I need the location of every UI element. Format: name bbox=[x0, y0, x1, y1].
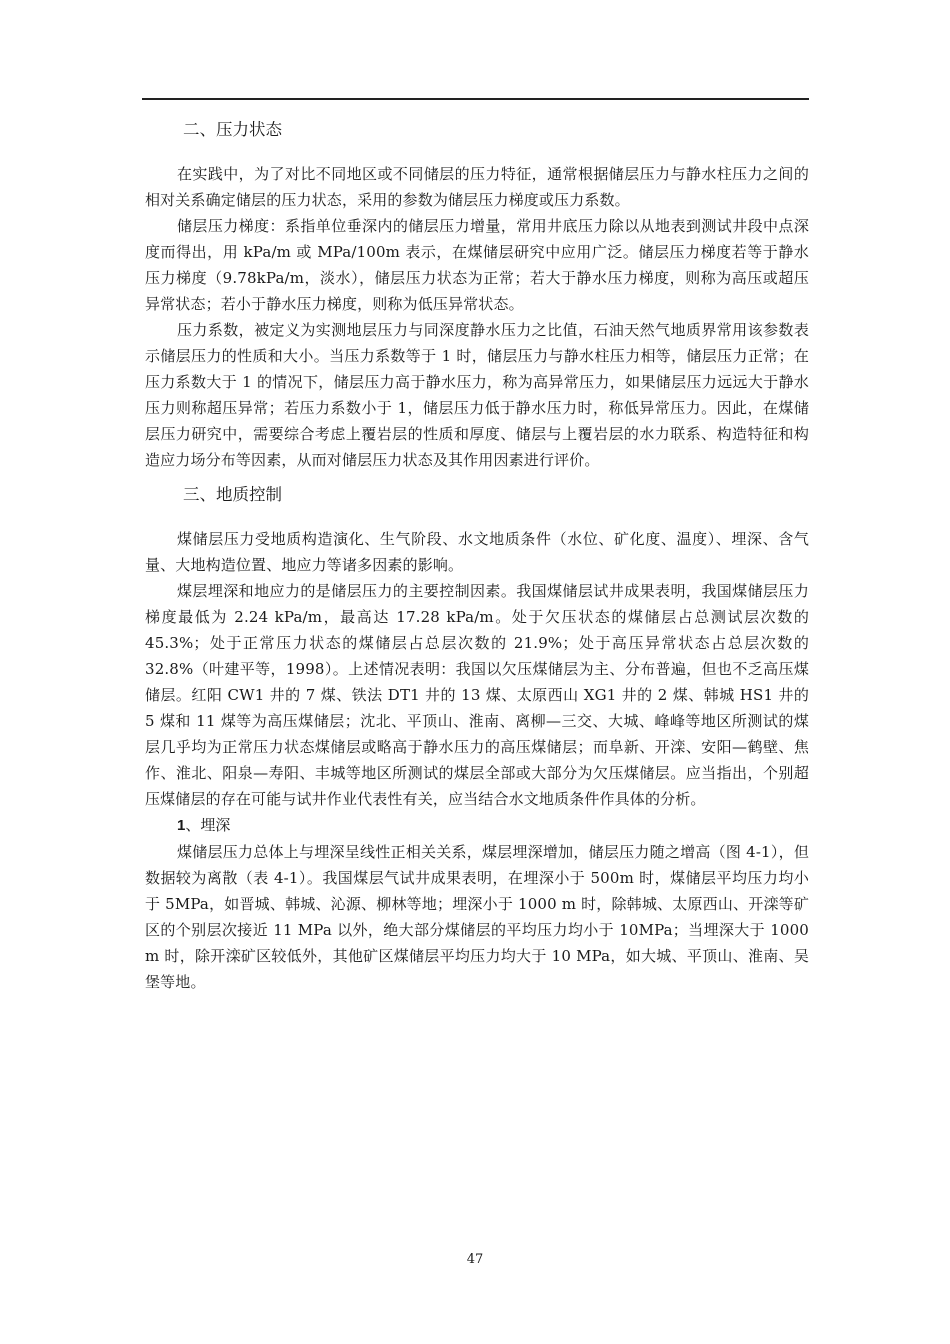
page-number: 47 bbox=[466, 1252, 484, 1267]
page-content bbox=[145, 116, 809, 995]
subsection-number: 1 bbox=[177, 817, 186, 834]
header-rule bbox=[142, 98, 809, 100]
section-heading-pressure-state: 二、压力状态 bbox=[183, 120, 282, 139]
paragraph: 在实践中，为了对比不同地区或不同储层的压力特征，通常根据储层压力与静水柱压力之间的相对关系确定储层的压力状态，采用的参数为储层压力梯度或压力系数。 bbox=[145, 165, 809, 209]
paragraph: 储层压力梯度：系指单位垂深内的储层压力增量，常用井底压力除以从地表到测试井段中点深度而得出，用 kPa/m 或 MPa/100m 表示，在煤储层研究中应用广泛。储层压力梯度若等于静水压力梯度（9.78kPa/m，淡水），储层压力状态为正常；若大于静水压力梯度，则称为高压或超压异常状态；若小于静水压力梯度，则称为低压异常状态。 bbox=[145, 217, 809, 313]
subsection-heading-burial-depth bbox=[145, 812, 809, 839]
subsection-title: 、埋深 bbox=[185, 816, 231, 834]
paragraph: 煤储层压力总体上与埋深呈线性正相关关系，煤层埋深增加，储层压力随之增高（图 4-1），但数据较为离散（表 4-1）。我国煤层气试井成果表明，在埋深小于 500m 时，煤储层平均压力均小于 5MPa，如晋城、韩城、沁源、柳林等地；埋深小于 1000 m 时，除韩城、太原西山、开滦等矿区的个别层次接近 11 MPa 以外，绝大部分煤储层的平均压力均小于 10MPa；当埋深大于 1000 m 时，除开滦矿区较低外，其他矿区煤储层平均压力均大于 10 MPa，如大城、平顶山、淮南、吴堡等地。 bbox=[145, 843, 809, 991]
paragraph: 煤层埋深和地应力的是储层压力的主要控制因素。我国煤储层试井成果表明，我国煤储层压力梯度最低为 2.24 kPa/m，最高达 17.28 kPa/m。处于欠压状态的煤储层占总测试层次数的 45.3%；处于正常压力状态的煤储层占总层次数的 21.9%；处于高压异常状态占总层次数的 32.8%（叶建平等，1998）。上述情况表明：我国以欠压煤储层为主、分布普遍，但也不乏高压煤储层。红阳 CW1 井的 7 煤、铁法 DT1 井的 13 煤、太原西山 XG1 井的 2 煤、韩城 HS1 井的 5 煤和 11 煤等为高压煤储层；沈北、平顶山、淮南、离柳—三交、大城、峰峰等地区所测试的煤层几乎均为正常压力状态煤储层或略高于静水压力的高压煤储层；而阜新、开滦、安阳—鹤壁、焦作、淮北、阳泉—寿阳、丰城等地区所测试的煤层全部或大部分为欠压煤储层。应当指出，个别超压煤储层的存在可能与试井作业代表性有关，应当结合水文地质条件作具体的分析。 bbox=[145, 582, 809, 808]
paragraph: 压力系数，被定义为实测地层压力与同深度静水压力之比值，石油天然气地质界常用该参数表示储层压力的性质和大小。当压力系数等于 1 时，储层压力与静水柱压力相等，储层压力正常；在压力系数大于 1 的情况下，储层压力高于静水压力，称为高异常压力，如果储层压力远远大于静水压力则称超压异常；若压力系数小于 1，储层压力低于静水压力时，称低异常压力。因此，在煤储层压力研究中，需要综合考虑上覆岩层的性质和厚度、储层与上覆岩层的水力联系、构造特征和构造应力场分布等因素，从而对储层压力状态及其作用因素进行评价。 bbox=[145, 321, 809, 469]
section-heading-geologic-control: 三、地质控制 bbox=[183, 485, 282, 504]
paragraph: 煤储层压力受地质构造演化、生气阶段、水文地质条件（水位、矿化度、温度）、埋深、含气量、大地构造位置、地应力等诸多因素的影响。 bbox=[145, 530, 809, 574]
